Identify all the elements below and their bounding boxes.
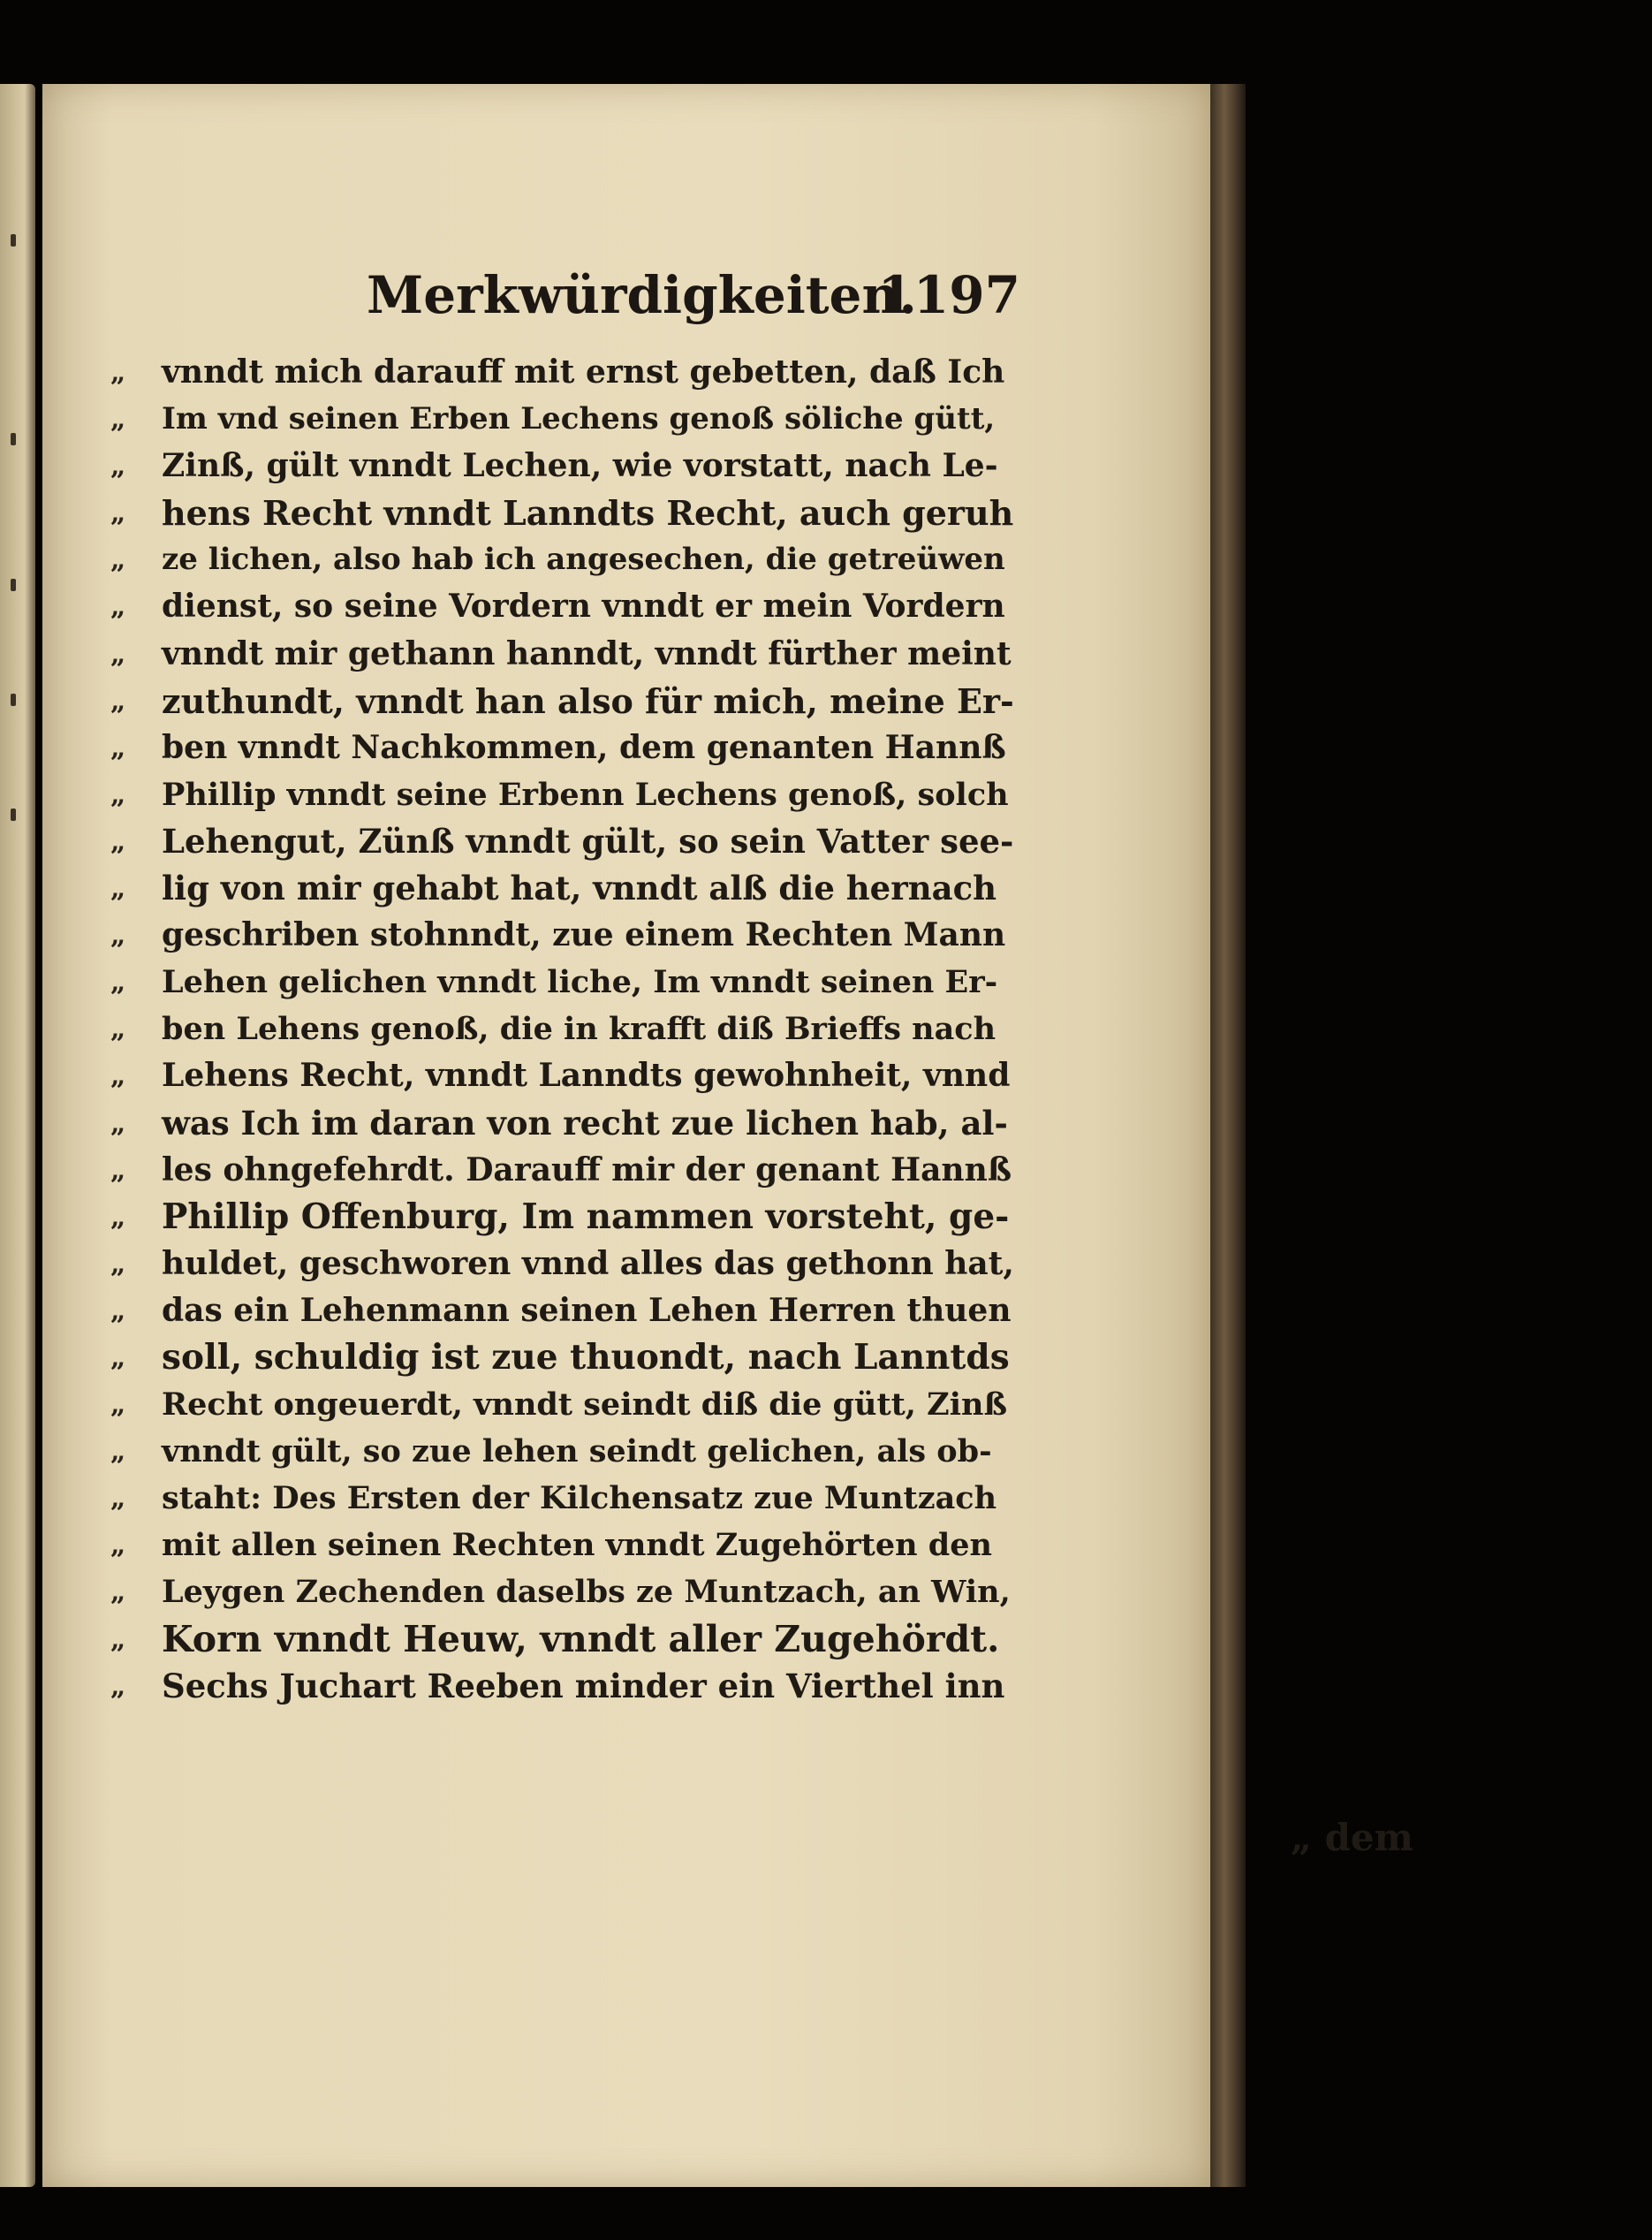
- line-text: ben vnndt Nachkommen, dem genanten Hannß: [162, 728, 1006, 766]
- line-text: Korn vnndt Heuw, vnndt aller Zugehördt.: [162, 1617, 1000, 1660]
- ink-mark: [11, 234, 16, 247]
- line-text: Lehens Recht, vnndt Lanndts gewohnheit, vnnd: [162, 1057, 1011, 1095]
- line-text: les ohngefehrdt. Darauff mir der genant Hannß: [162, 1150, 1012, 1188]
- text-line: [110, 536, 1016, 583]
- line-text: Leygen Zechenden daselbs ze Muntzach, an Win,: [162, 1574, 1011, 1611]
- quote-mark: „: [110, 778, 126, 810]
- line-text: was Ich im daran von recht zue lichen hab, al-: [162, 1103, 1008, 1143]
- page-number: 1197: [877, 265, 1020, 325]
- line-text: huldet, geschworen vnnd alles das gethonn hat,: [162, 1244, 1014, 1282]
- line-text: vnndt mir gethann hanndt, vnndt fürther meint: [162, 634, 1012, 672]
- text-line: [110, 349, 1016, 396]
- quote-mark: „: [110, 1389, 126, 1421]
- quote-mark: „: [110, 1670, 126, 1702]
- line-text: ben Lehens genoß, die in krafft diß Brieffs nach: [162, 1011, 997, 1048]
- line-text: hens Recht vnndt Lanndts Recht, auch geruh: [162, 493, 1014, 534]
- text-line: [110, 1052, 1016, 1099]
- quote-mark: „: [110, 1154, 126, 1186]
- quote-mark: „: [110, 1483, 126, 1515]
- line-text: lig von mir gehabt hat, vnndt alß die hernach: [162, 869, 997, 908]
- text-line: [110, 583, 1016, 630]
- line-text: Lehen gelichen vnndt liche, Im vnndt seinen Er-: [162, 964, 998, 1001]
- text-line: [110, 725, 1016, 771]
- quote-mark: „: [110, 1248, 126, 1279]
- text-line: [110, 1100, 1016, 1147]
- ink-mark: [11, 433, 16, 445]
- quote-mark: „: [110, 1623, 126, 1655]
- quote-mark: „: [110, 497, 126, 529]
- line-text: Recht ongeuerdt, vnndt seindt diß die gütt, Zinß: [162, 1386, 1008, 1424]
- text-line: [110, 1381, 1016, 1428]
- line-text: Zinß, gült vnndt Lechen, wie vorstatt, nach Le-: [162, 447, 998, 485]
- line-text: das ein Lehenmann seinen Lehen Herren thuen: [162, 1291, 1012, 1329]
- text-line: [110, 912, 1016, 959]
- quote-mark: „: [110, 1295, 126, 1326]
- quote-mark: „: [110, 1436, 126, 1468]
- line-text: Phillip Offenburg, Im nammen vorsteht, ge-: [162, 1196, 1010, 1237]
- line-text: soll, schuldig ist zue thuondt, nach Lanntds: [162, 1336, 1010, 1378]
- text-line: [110, 1287, 1016, 1334]
- body-text: [110, 349, 1016, 1710]
- quote-mark: „: [110, 638, 126, 670]
- line-text: Im vnd seinen Erben Lechens genoß söliche gütt,: [162, 401, 996, 437]
- running-head: Merkwürdigkeiten.: [367, 265, 917, 325]
- quote-mark: „: [110, 591, 126, 623]
- text-line: [110, 959, 1016, 1006]
- text-line: [110, 1241, 1016, 1287]
- text-line: [110, 1006, 1016, 1052]
- quote-mark: „: [110, 825, 126, 857]
- text-line: [110, 771, 1016, 818]
- text-line: [110, 1428, 1016, 1475]
- text-line: [110, 865, 1016, 912]
- quote-mark: „: [110, 920, 126, 952]
- catchword: „ dem: [1290, 1816, 1413, 1859]
- text-line: [110, 1334, 1016, 1381]
- previous-page-edge: [0, 84, 35, 2187]
- text-line: [110, 818, 1016, 865]
- quote-mark: „: [110, 1014, 126, 1045]
- text-line: [110, 631, 1016, 678]
- line-text: geschriben stohnndt, zue einem Rechten Mann: [162, 916, 1006, 954]
- quote-mark: „: [110, 967, 126, 999]
- line-text: vnndt mich darauff mit ernst gebetten, daß Ich: [162, 353, 1005, 391]
- text-line: [110, 1616, 1016, 1663]
- text-line: [110, 443, 1016, 490]
- text-line: [110, 1522, 1016, 1568]
- line-text: mit allen seinen Rechten vnndt Zugehörten den: [162, 1527, 992, 1564]
- line-text: Phillip vnndt seine Erbenn Lechens genoß, solch: [162, 776, 1009, 813]
- line-text: vnndt gült, so zue lehen seindt gelichen, als ob-: [162, 1433, 992, 1470]
- quote-mark: „: [110, 404, 126, 436]
- line-text: Lehengut, Zünß vnndt gült, so sein Vatter see-: [162, 821, 1014, 861]
- text-line: [110, 396, 1016, 443]
- ink-mark: [11, 809, 16, 821]
- quote-mark: „: [110, 1060, 126, 1092]
- page-header: [349, 265, 1020, 336]
- quote-mark: „: [110, 357, 126, 388]
- quote-mark: „: [110, 1530, 126, 1561]
- line-text: zuthundt, vnndt han also für mich, meine Er-: [162, 680, 1014, 721]
- line-text: ze lichen, also hab ich angesechen, die getreüwen: [162, 542, 1005, 578]
- quote-mark: „: [110, 1576, 126, 1608]
- text-line: [110, 490, 1016, 536]
- quote-mark: „: [110, 1107, 126, 1139]
- quote-mark: „: [110, 1201, 126, 1233]
- book-binding-edge: [1210, 84, 1246, 2187]
- quote-mark: „: [110, 544, 126, 576]
- quote-mark: „: [110, 451, 126, 482]
- text-line: [110, 1475, 1016, 1522]
- ink-mark: [11, 694, 16, 706]
- text-line: [110, 1147, 1016, 1194]
- text-line: [110, 678, 1016, 725]
- text-line: [110, 1568, 1016, 1615]
- quote-mark: „: [110, 685, 126, 717]
- text-line: [110, 1194, 1016, 1241]
- ink-mark: [11, 579, 16, 591]
- quote-mark: „: [110, 732, 126, 763]
- line-text: Sechs Juchart Reeben minder ein Vierthel inn: [162, 1666, 1005, 1705]
- quote-mark: „: [110, 873, 126, 905]
- text-line: [110, 1663, 1016, 1710]
- line-text: staht: Des Ersten der Kilchensatz zue Muntzach: [162, 1480, 997, 1517]
- quote-mark: „: [110, 1341, 126, 1373]
- line-text: dienst, so seine Vordern vnndt er mein Vordern: [162, 588, 1005, 626]
